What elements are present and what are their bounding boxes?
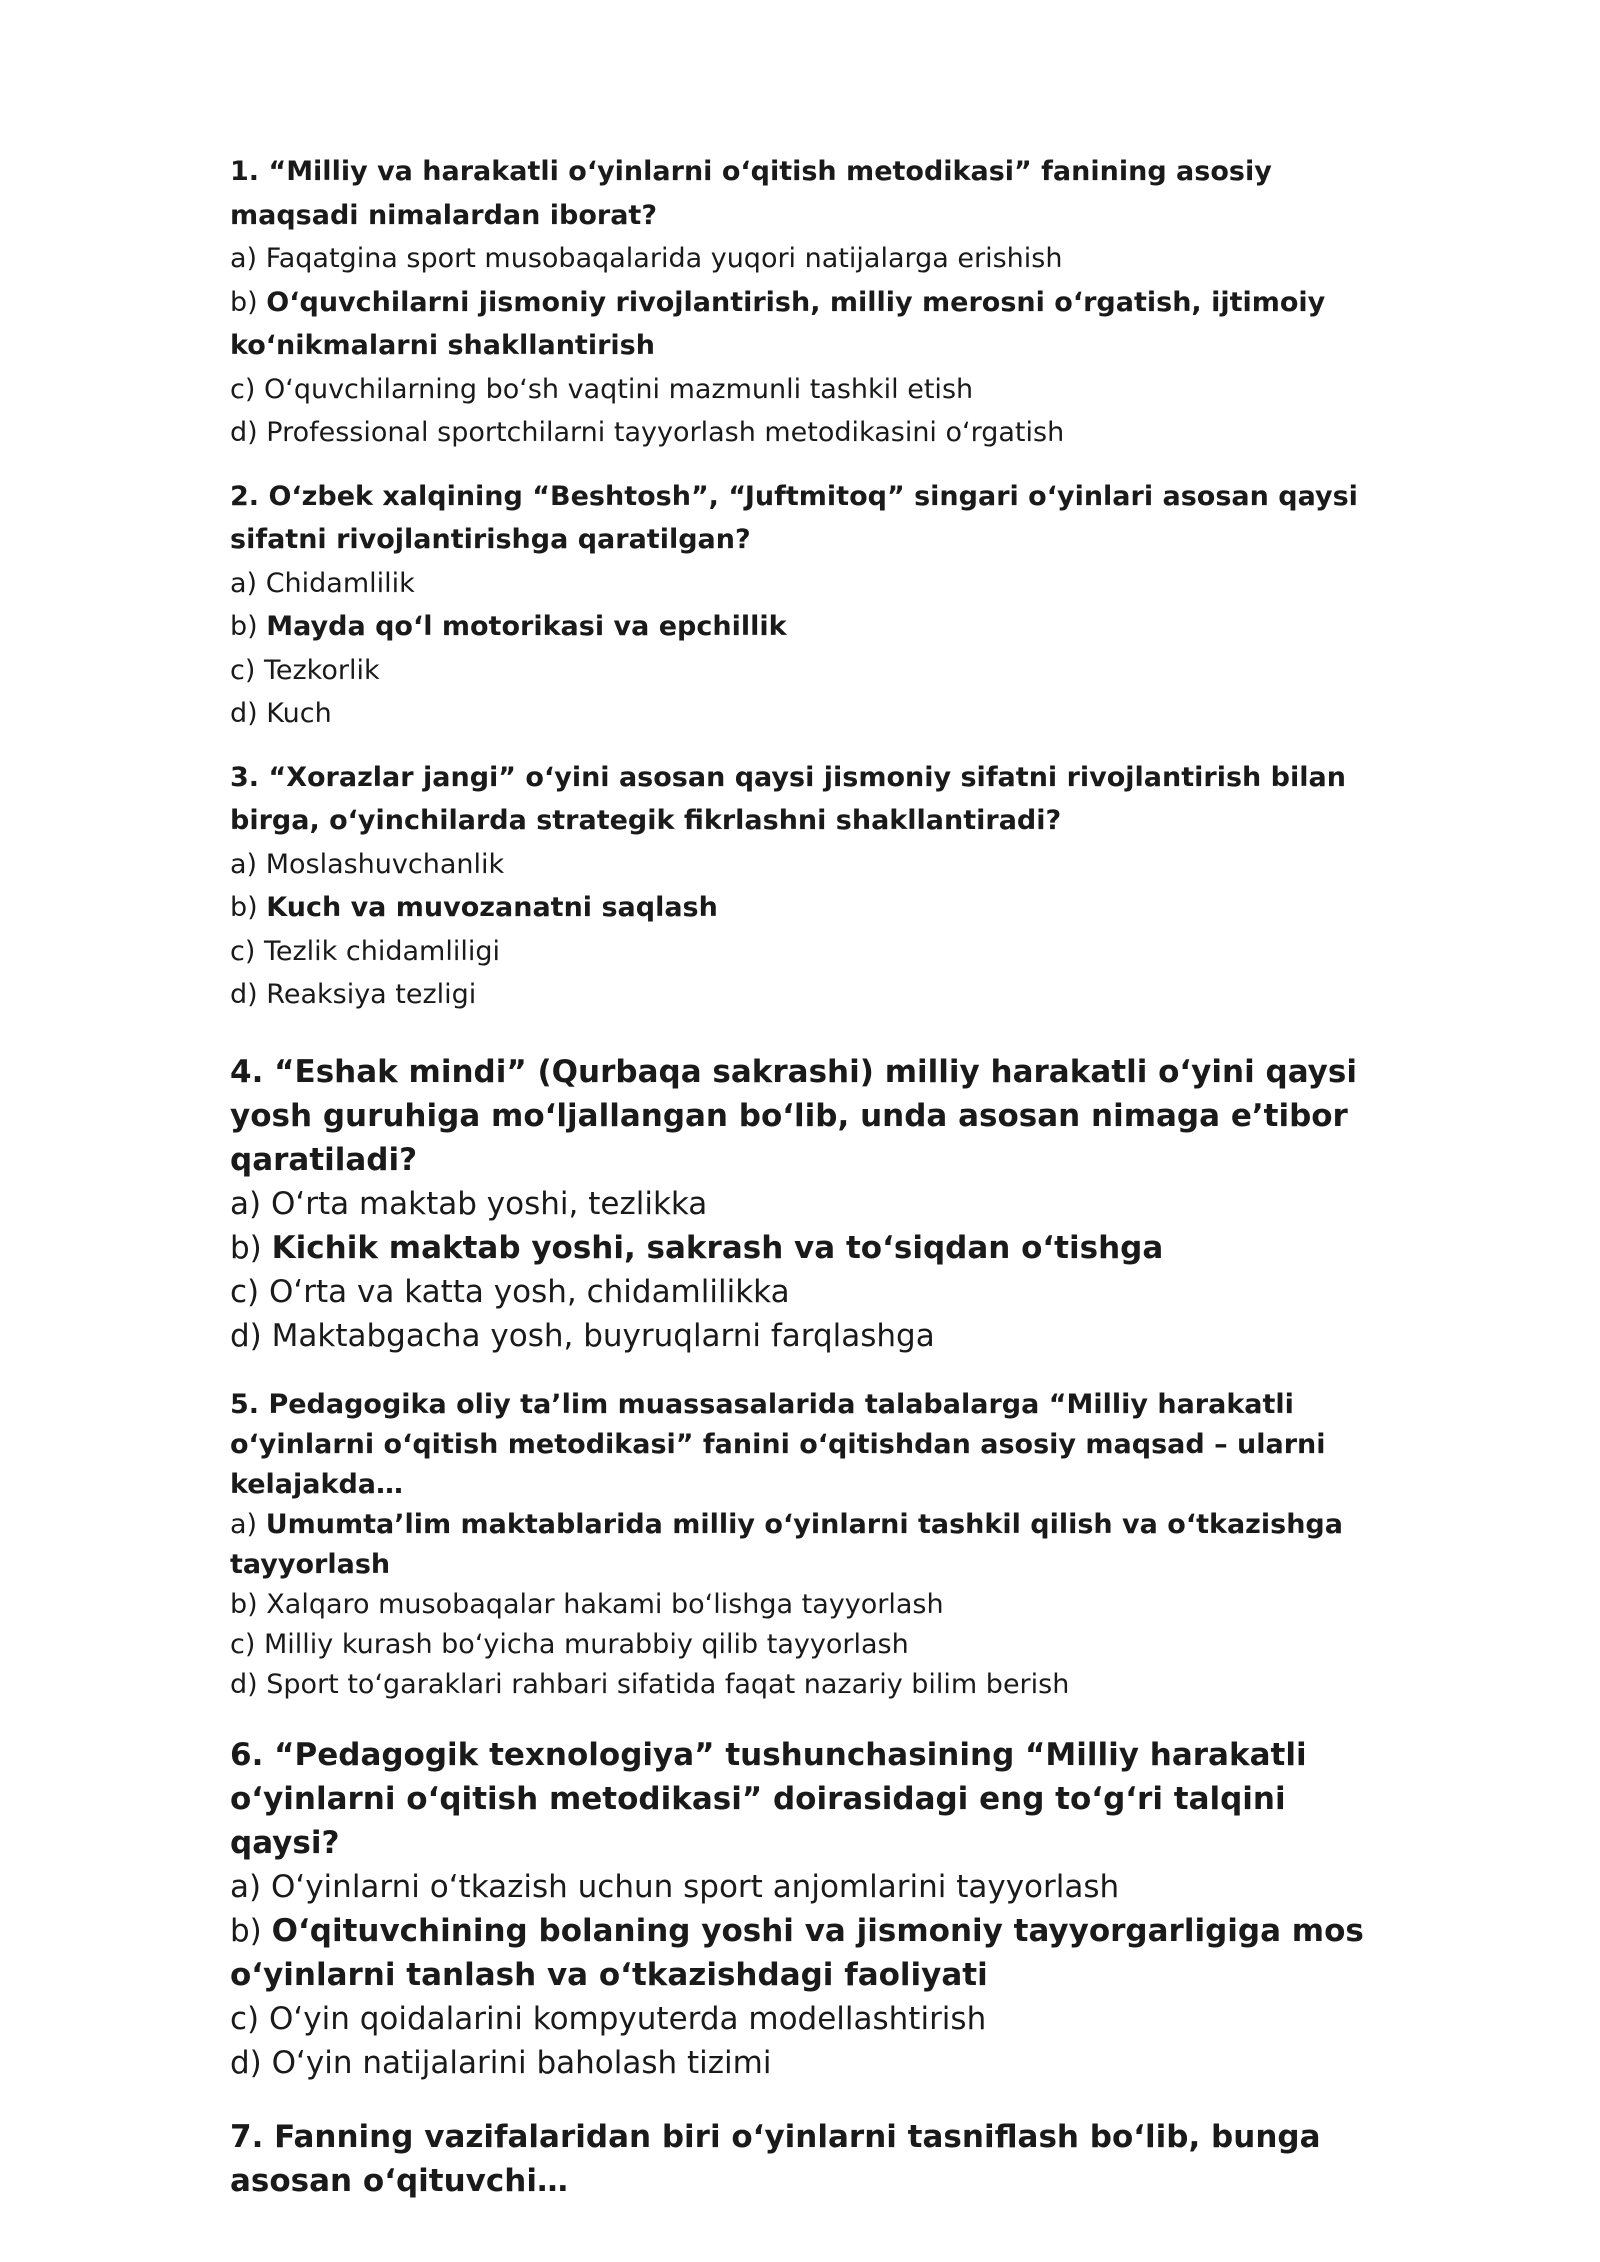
question-4 <box>230 1050 1380 1358</box>
question-1-option-a <box>230 237 1380 281</box>
question-2-option-a <box>230 562 1380 606</box>
question-3-option-d <box>230 973 1380 1017</box>
question-5-option-a <box>230 1505 1380 1585</box>
option-text: Milliy kurash boʻyicha murabbiy qilib tayyorlash <box>263 1628 909 1660</box>
question-6-title: 6. “Pedagogik texnologiya” tushunchasining “Milliy harakatli oʻyinlarni oʻqitish metodikasi” doirasidagi eng toʻgʻri talqini qaysi? <box>230 1736 1307 1861</box>
option-text: Reaksiya tezligi <box>266 979 477 1010</box>
question-5 <box>230 1385 1380 1705</box>
option-text: Tezkorlik <box>263 654 380 686</box>
option-text: Maktabgacha yosh, buyruqlarni farqlashga <box>271 1317 935 1354</box>
option-letter: b) <box>230 611 258 642</box>
option-letter: a) <box>230 243 258 274</box>
option-letter: a) <box>230 848 258 880</box>
option-text: Umumtaʼlim maktablarida milliy oʻyinlarni tashkil qilish va oʻtkazishga tayyorlash <box>230 1508 1343 1580</box>
question-2-option-c <box>230 649 1380 693</box>
option-text: Oʻyin natijalarini baholash tizimi <box>271 2044 772 2081</box>
question-6-option-b <box>230 1909 1380 1997</box>
option-text: Faqatgina sport musobaqalarida yuqori natijalarga erishish <box>265 243 1063 274</box>
question-4-option-c <box>230 1270 1380 1314</box>
question-2-option-d <box>230 692 1380 736</box>
question-6-option-c <box>230 1997 1380 2041</box>
question-5-option-b <box>230 1585 1380 1625</box>
option-letter: b) <box>230 892 258 923</box>
question-3-title: 3. “Xorazlar jangi” oʻyini asosan qaysi jismoniy sifatni rivojlantirish bilan birga, oʻyinchilarda strategik fikrlashni shakllantiradi? <box>230 761 1346 836</box>
question-2-title: 2. Oʻzbek xalqining “Beshtosh”, “Juftmitoq” singari oʻyinlari asosan qaysi sifatni rivojlantirishga qaratilgan? <box>230 480 1358 555</box>
option-text: Moslashuvchanlik <box>265 848 505 880</box>
option-text: Sport toʻgaraklari rahbari sifatida faqat nazariy bilim berish <box>266 1668 1070 1700</box>
question-3 <box>230 756 1380 1017</box>
option-letter: a) <box>230 1185 262 1222</box>
question-1-option-b <box>230 281 1380 368</box>
option-text: Oʻqituvchining bolaning yoshi va jismoniy tayyorgarligiga mos oʻyinlarni tanlash va oʻtkazishdagi faoliyati <box>230 1912 1364 1993</box>
option-text: Oʻrta va katta yosh, chidamlilikka <box>269 1273 790 1310</box>
option-letter: c) <box>230 654 256 686</box>
question-5-title: 5. Pedagogika oliy taʼlim muassasalarida talabalarga “Milliy harakatli oʻyinlarni oʻqitish metodikasi” fanini oʻqitishdan asosiy maqsad – ularni kelajakda… <box>230 1388 1326 1500</box>
option-text: Oʻyinlarni oʻtkazish uchun sport anjomlarini tayyorlash <box>270 1868 1120 1905</box>
option-letter: b) <box>230 286 258 318</box>
question-4-title: 4. “Eshak mindi” (Qurbaqa sakrashi) milliy harakatli oʻyini qaysi yosh guruhiga moʻljallangan boʻlib, unda asosan nimaga eʼtibor qaratiladi? <box>230 1053 1357 1178</box>
option-letter: c) <box>230 1273 260 1310</box>
option-letter: b) <box>230 1229 262 1266</box>
question-2 <box>230 475 1380 736</box>
option-text: Xalqaro musobaqalar hakami boʻlishga tayyorlash <box>266 1588 944 1620</box>
option-letter: d) <box>230 417 258 448</box>
question-6-option-d <box>230 2041 1380 2085</box>
option-text: Tezlik chidamliligi <box>263 935 500 967</box>
option-text: Professional sportchilarni tayyorlash metodikasini oʻrgatish <box>266 417 1065 448</box>
option-letter: a) <box>230 567 258 599</box>
option-letter: c) <box>230 935 256 967</box>
question-5-option-c <box>230 1625 1380 1665</box>
option-text: Oʻyin qoidalarini kompyuterda modellashtirish <box>269 2000 987 2037</box>
option-letter: d) <box>230 1668 258 1700</box>
option-letter: a) <box>230 1508 258 1540</box>
question-4-option-a <box>230 1182 1380 1226</box>
question-6-option-a <box>230 1865 1380 1909</box>
question-2-option-b <box>230 605 1380 649</box>
question-1 <box>230 150 1380 455</box>
question-6 <box>230 1733 1380 2085</box>
option-letter: b) <box>230 1912 262 1949</box>
question-5-option-d <box>230 1665 1380 1705</box>
question-3-option-a <box>230 843 1380 887</box>
option-letter: a) <box>230 1868 262 1905</box>
question-1-title: 1. “Milliy va harakatli oʻyinlarni oʻqitish metodikasi” fanining asosiy maqsadi nimalardan iborat? <box>230 156 1272 231</box>
option-letter: b) <box>230 1588 258 1620</box>
question-3-option-b <box>230 886 1380 930</box>
question-4-option-d <box>230 1314 1380 1358</box>
option-text: Kuch va muvozanatni saqlash <box>266 892 718 923</box>
option-letter: d) <box>230 698 258 729</box>
option-letter: d) <box>230 1317 262 1354</box>
question-4-option-b <box>230 1226 1380 1270</box>
question-1-option-c <box>230 368 1380 412</box>
option-letter: d) <box>230 2044 262 2081</box>
option-text: Oʻquvchilarni jismoniy rivojlantirish, milliy merosni oʻrgatish, ijtimoiy koʻnikmalarni shakllantirish <box>230 286 1326 361</box>
option-text: Kuch <box>266 698 332 729</box>
option-letter: c) <box>230 1628 256 1660</box>
option-text: Mayda qoʻl motorikasi va epchillik <box>266 611 787 642</box>
option-text: Kichik maktab yoshi, sakrash va toʻsiqdan oʻtishga <box>271 1229 1164 1266</box>
option-text: Oʻrta maktab yoshi, tezlikka <box>270 1185 708 1222</box>
question-7 <box>230 2115 1380 2203</box>
option-text: Chidamlilik <box>265 567 415 599</box>
option-text: Oʻquvchilarning boʻsh vaqtini mazmunli tashkil etish <box>263 373 974 405</box>
question-7-title: 7. Fanning vazifalaridan biri oʻyinlarni tasniflash boʻlib, bunga asosan oʻqituvchi… <box>230 2118 1321 2199</box>
question-1-option-d <box>230 411 1380 455</box>
question-3-option-c <box>230 930 1380 974</box>
option-letter: d) <box>230 979 258 1010</box>
option-letter: c) <box>230 373 256 405</box>
option-letter: c) <box>230 2000 260 2037</box>
